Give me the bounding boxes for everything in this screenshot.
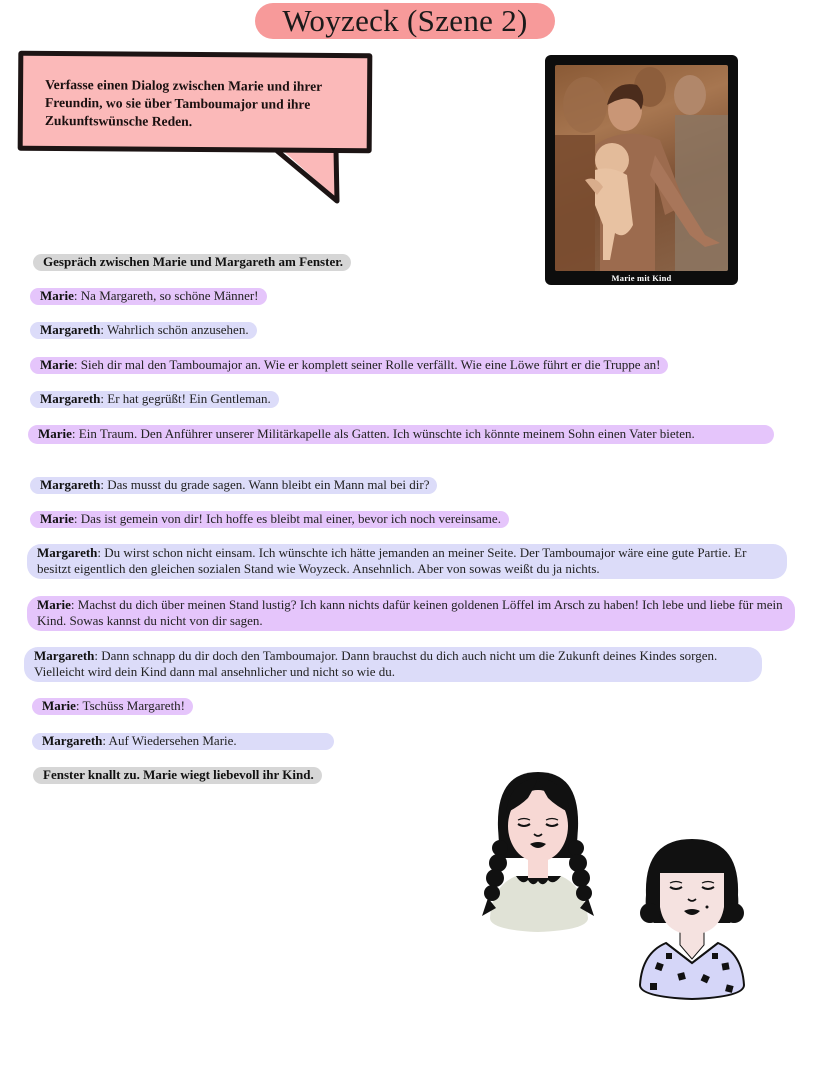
dialog-text: : Das musst du grade sagen. Wann bleibt ein Mann mal bei dir? bbox=[100, 477, 430, 492]
speaker-name: Margareth bbox=[40, 322, 101, 337]
speaker-name: Marie bbox=[40, 511, 74, 526]
dialog-intro: Gespräch zwischen Marie und Margareth am Fenster. bbox=[33, 254, 351, 271]
dialog-line-margareth bbox=[32, 733, 334, 750]
dialog-line-margareth bbox=[30, 477, 437, 494]
speaker-name: Margareth bbox=[40, 391, 101, 406]
dialog-text: : Machst du dich über meinen Stand lustig? Ich kann nichts dafür keinen goldenen Löffel im Arsch zu haben! Ich lebe und liebe für mein Kind. Sowas kannst du nicht von dir sagen. bbox=[37, 597, 783, 628]
dialog-text: : Das ist gemein von dir! Ich hoffe es bleibt mal einer, bevor ich noch vereinsame. bbox=[73, 511, 501, 526]
task-instruction: Verfasse einen Dialog zwischen Marie und ihrer Freundin, wo sie über Tamboumajor und ihre Zukunftswünsche Reden. bbox=[44, 76, 323, 129]
dialog-text: : Er hat gegrüßt! Ein Gentleman. bbox=[100, 391, 271, 406]
painting-marie-with-child-icon bbox=[555, 65, 728, 271]
page-title: Woyzeck (Szene 2) bbox=[255, 3, 555, 39]
dialog-outro: Fenster knallt zu. Marie wiegt liebevoll ihr Kind. bbox=[33, 767, 322, 784]
speaker-name: Marie bbox=[38, 426, 72, 441]
dialog-line-margareth bbox=[24, 647, 762, 682]
dialog-line-marie bbox=[30, 511, 509, 528]
dialog-line-marie bbox=[30, 357, 668, 374]
dialog-text: : Na Margareth, so schöne Männer! bbox=[73, 288, 259, 303]
dialog-text: : Sieh dir mal den Tamboumajor an. Wie er komplett seiner Rolle verfällt. Wie eine Löwe führt er die Truppe an! bbox=[73, 357, 661, 372]
dialog-text: : Tschüss Margareth! bbox=[75, 698, 186, 713]
speaker-name: Margareth bbox=[37, 545, 98, 560]
dialog-text: : Ein Traum. Den Anführer unserer Militärkapelle als Gatten. Ich wünschte ich könnte meinem Sohn einen Vater bieten. bbox=[71, 426, 695, 441]
speaker-name: Margareth bbox=[34, 648, 95, 663]
dialog-line-marie bbox=[27, 596, 795, 631]
image-frame bbox=[545, 55, 738, 285]
speaker-name: Marie bbox=[37, 597, 71, 612]
girl-with-braids-icon bbox=[476, 768, 601, 936]
speaker-name: Marie bbox=[40, 357, 74, 372]
dialog-text: : Dann schnapp du dir doch den Tamboumajor. Dann brauchst du dich auch nicht um die Zukunft deines Kindes sorgen. Vielleicht wird dein Kind dann mal ansehnlicher und nicht so wie du. bbox=[34, 648, 718, 679]
dialog-line-margareth bbox=[30, 391, 279, 408]
dialog-line-margareth bbox=[27, 544, 787, 579]
speaker-name: Margareth bbox=[42, 733, 103, 748]
dialog-line-marie bbox=[28, 425, 774, 444]
dialog-text: : Du wirst schon nicht einsam. Ich wünschte ich hätte jemanden an meiner Seite. Der Tamboumajor wäre eine gute Partie. Er besitzt eigentlich den gleichen sozialen Stand wie Woyzeck. Ansehnlich. Aber von sowas weißt du ja nichts. bbox=[37, 545, 747, 576]
speaker-name: Marie bbox=[40, 288, 74, 303]
girl-with-bob-icon bbox=[636, 835, 748, 1000]
image-caption: Marie mit Kind bbox=[611, 273, 672, 283]
dialog-text: : Auf Wiedersehen Marie. bbox=[102, 733, 237, 748]
task-speech-bubble bbox=[18, 51, 373, 153]
dialog-line-marie bbox=[30, 288, 267, 305]
speaker-name: Margareth bbox=[40, 477, 101, 492]
speaker-name: Marie bbox=[42, 698, 76, 713]
dialog-text: : Wahrlich schön anzusehen. bbox=[100, 322, 249, 337]
dialog-line-margareth bbox=[30, 322, 257, 339]
dialog-line-marie bbox=[32, 698, 193, 715]
